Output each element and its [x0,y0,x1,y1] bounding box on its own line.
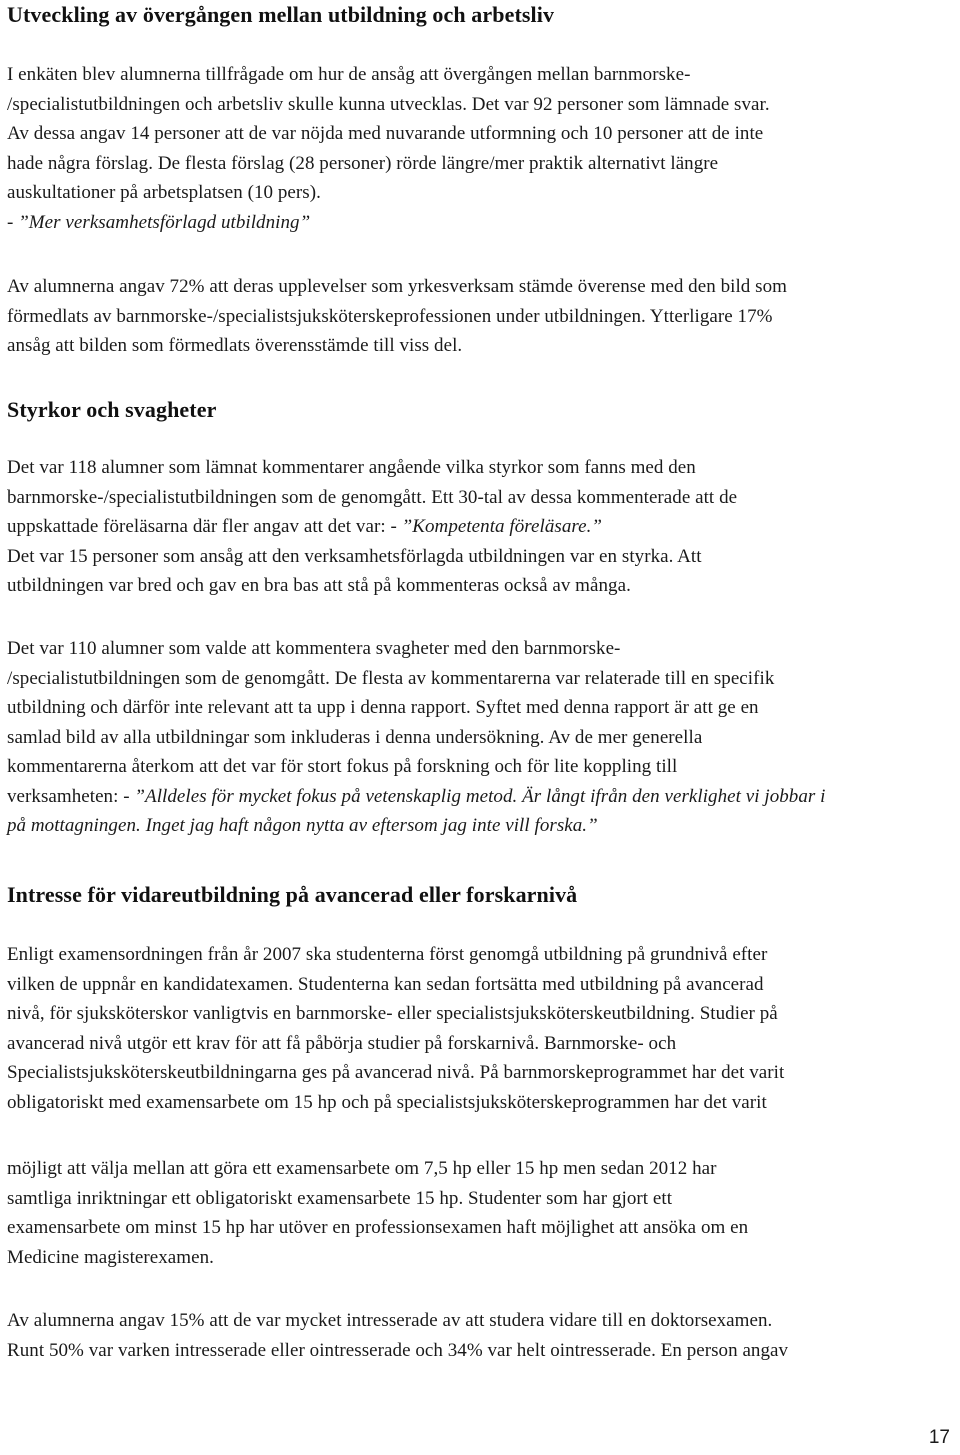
quote-line: på mottagningen. Inget jag haft någon nytta av eftersom jag inte vill forska.” [7,815,598,836]
text-line: Av alumnerna angav 15% att de var mycket intresserade av att studera vidare till en doktorsexamen. [7,1310,773,1331]
text-line [7,512,737,542]
text-line: hade några förslag. De flesta förslag (28 personer) rörde längre/mer praktik alternativt längre [7,152,719,174]
paragraph-experience [7,272,787,361]
text-line: Medicine magisterexamen. [7,1246,214,1268]
section-heading-further-education: Intresse för vidareutbildning på avancerad eller forskarnivå [7,882,578,907]
text-line [7,782,825,812]
paragraph-weaknesses [7,634,825,841]
text-line: auskultationer på arbetsplatsen (10 pers). [7,182,321,203]
text-line: Runt 50% var varken intresserade eller ointresserade och 34% var helt ointresserade. En person angav [7,1339,789,1361]
text-line: utbildning och därför inte relevant att ta upp i denna rapport. Syftet med denna rapport är att ge en [7,697,759,718]
text-line: I enkäten blev alumnerna tillfrågade om hur de ansåg att övergången mellan barnmorske- [7,64,691,85]
text-fragment: verksamheten: - [7,785,135,807]
paragraph-exam-regulation [7,940,784,1117]
text-line: /specialistutbildningen och arbetsliv skulle kunna utvecklas. Det var 92 personer som lämnade svar. [7,93,770,115]
text-line: Det var 110 alumner som valde att kommentera svagheter med den barnmorske- [7,638,621,659]
text-line: obligatoriskt med examensarbete om 15 hp och på specialistsjuksköterskeprogrammen har det varit [7,1091,767,1113]
text-line: examensarbete om minst 15 hp har utöver en professionsexamen haft möjlighet att ansöka om en [7,1217,749,1238]
text-line: samlad bild av alla utbildningar som inkluderas i denna undersökning. Av de mer generella [7,726,703,748]
text-line: Det var 15 personer som ansåg att den verksamhetsförlagda utbildningen var en styrka. Att [7,545,702,567]
text-line: avancerad nivå utgör ett krav för att få påbörja studier på forskarnivå. Barnmorske- och [7,1032,677,1054]
text-line: nivå, för sjuksköterskor vanligtvis en barnmorske- eller specialistsjuksköterskeutbildning. Studier på [7,1003,778,1024]
paragraph-thesis-options [7,1154,748,1272]
quote-line [7,208,770,238]
paragraph-transition-intro [7,60,770,237]
text-line: Av alumnerna angav 72% att deras upplevelser som yrkesverksam stämde överense med den bild som [7,276,787,297]
text-line: samtliga inriktningar ett obligatoriskt examensarbete 15 hp. Studenter som har gjort ett [7,1187,673,1209]
text-line: Av dessa angav 14 personer att de var nöjda med nuvarande utformning och 10 personer att de inte [7,123,764,144]
text-fragment: uppskattade föreläsarna där fler angav att det var: - [7,516,402,537]
page-number: 17 [928,1427,950,1448]
section-heading-transition: Utveckling av övergången mellan utbildning och arbetsliv [7,2,555,27]
quote-text: ”Mer verksamhetsförlagd utbildning” [18,211,311,233]
text-line: /specialistutbildningen som de genomgått. De flesta av kommentarerna var relaterade till en specifik [7,667,775,689]
quote-text: ”Alldeles för mycket fokus på vetenskaplig metod. Är långt ifrån den verklighet vi jobbar i [134,785,826,807]
quote-text: ”Kompetenta föreläsare.” [401,516,603,537]
text-line: Specialistsjuksköterskeutbildningarna ges på avancerad nivå. På barnmorskeprogrammet har det varit [7,1062,785,1083]
paragraph-doctoral-interest [7,1306,788,1365]
text-line: vilken de uppnår en kandidatexamen. Studenterna kan sedan fortsätta med utbildning på avancerad [7,973,764,995]
text-line: möjligt att välja mellan att göra ett examensarbete om 7,5 hp eller 15 hp men sedan 2012 har [7,1158,717,1179]
text-line: ansåg att bilden som förmedlats överensstämde till viss del. [7,335,463,356]
text-line: Enligt examensordningen från år 2007 ska studenterna först genomgå utbildning på grundnivå efter [7,944,768,965]
quote-prefix: - [7,211,19,233]
text-line: förmedlats av barnmorske-/specialistsjuksköterskeprofessionen under utbildningen. Ytterligare 17% [7,305,773,327]
text-line: kommentarerna återkom att det var för stort fokus på forskning och för lite koppling till [7,756,678,777]
text-line: Det var 118 alumner som lämnat kommentarer angående vilka styrkor som fanns med den [7,457,696,478]
text-line: utbildningen var bred och gav en bra bas att stå på kommenteras också av många. [7,575,631,596]
text-line: barnmorske-/specialistutbildningen som de genomgått. Ett 30-tal av dessa kommenterade att de [7,486,738,508]
section-heading-strengths: Styrkor och svagheter [7,397,217,422]
paragraph-strengths [7,453,737,601]
